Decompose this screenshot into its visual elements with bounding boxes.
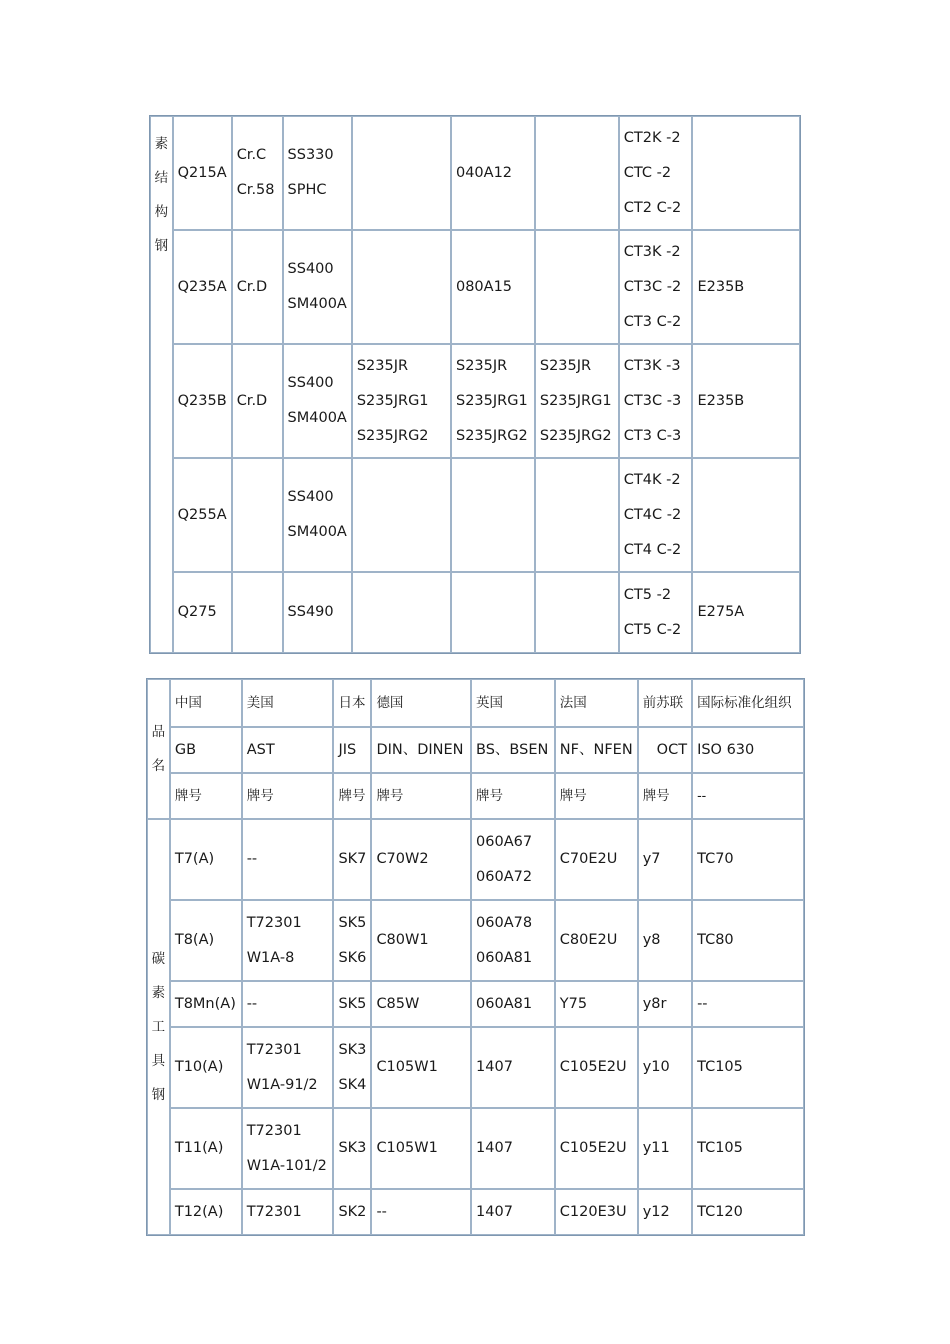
cell-line: T11(A) [174, 1140, 224, 1156]
cell-line: T72301 [246, 1041, 302, 1058]
table-cell [471, 819, 555, 900]
table-cell [692, 819, 804, 900]
table-cell [232, 572, 283, 653]
category-char: 碳 [151, 951, 166, 967]
table-cell [638, 1108, 692, 1189]
table-cell [619, 458, 693, 572]
table-cell [555, 1108, 638, 1189]
table-row [150, 344, 800, 458]
table-cell [535, 230, 619, 344]
cell-line: E275A [697, 604, 745, 620]
cell-line: SPHC [287, 182, 327, 198]
category-char: 钢 [154, 238, 169, 254]
cell-line: 060A81 [476, 949, 533, 966]
cell-line: y12 [642, 1203, 670, 1220]
cell-line: S235JR [356, 357, 409, 374]
header-cell: 牌号 [170, 773, 242, 819]
table-cell [451, 116, 535, 230]
category-char: 名 [151, 758, 166, 774]
category-cell [150, 116, 173, 653]
header-cell: NF、NFEN [555, 727, 638, 773]
cell-line: C70E2U [559, 851, 618, 867]
cell-line: y11 [642, 1140, 670, 1156]
cell-line: 060A72 [476, 868, 533, 885]
table-cell [371, 1189, 471, 1235]
cell-line: C80W1 [376, 932, 429, 948]
cell-line: S235JRG1 [539, 392, 612, 409]
table-row [147, 1189, 804, 1235]
cell-line: SM400A [287, 524, 347, 540]
cell-line: -- [376, 1203, 387, 1220]
cell-line: TC80 [697, 932, 734, 948]
cell-line: T8Mn(A) [174, 995, 236, 1012]
table-cell [638, 1189, 692, 1235]
table-cell [232, 344, 283, 458]
table-cell [692, 572, 800, 653]
cell-line: Cr.D [236, 392, 268, 409]
cell-line: SS330 [287, 147, 334, 163]
table-cell [692, 344, 800, 458]
cell-line: Q235A [177, 278, 227, 295]
table-cell [333, 1108, 371, 1189]
table-cell [471, 900, 555, 981]
table-cell [555, 1027, 638, 1108]
cell-line: E235B [697, 392, 745, 409]
header-cell: GB [170, 727, 242, 773]
tool-steel-table [146, 678, 805, 1236]
cell-line: SS400 [287, 261, 334, 277]
category-char: 结 [154, 170, 169, 186]
table-cell [471, 1108, 555, 1189]
table-cell [333, 819, 371, 900]
table-cell [352, 572, 451, 653]
cell-line: Q275 [177, 604, 217, 620]
table-cell [692, 230, 800, 344]
table-cell [232, 230, 283, 344]
table-cell [371, 900, 471, 981]
cell-line: SM400A [287, 296, 347, 312]
table-cell [451, 572, 535, 653]
table-cell [535, 116, 619, 230]
cell-line: SK7 [338, 851, 367, 867]
cell-line: y8r [642, 995, 667, 1012]
cell-line: T72301 [246, 1122, 302, 1139]
table-cell [692, 1027, 804, 1108]
table-cell [333, 981, 371, 1027]
grade-cell [173, 344, 232, 458]
grade-cell [170, 981, 242, 1027]
table-row [147, 1027, 804, 1108]
header-cell: 牌号 [371, 773, 471, 819]
cell-line: S235JRG1 [455, 392, 528, 409]
table-cell [692, 900, 804, 981]
table-row [147, 981, 804, 1027]
cell-line: SK2 [338, 1203, 367, 1220]
table-row [147, 900, 804, 981]
cell-line: 080A15 [455, 278, 513, 295]
table-cell [352, 458, 451, 572]
header-cell: 中国 [170, 679, 242, 727]
cell-line: Q215A [177, 164, 227, 181]
table-row [150, 572, 800, 653]
header-cell: JIS [333, 727, 371, 773]
cell-line: C105W1 [376, 1140, 438, 1156]
category-char: 具 [151, 1053, 166, 1069]
grade-cell [170, 1108, 242, 1189]
category-char: 工 [151, 1019, 166, 1035]
table-row [150, 230, 800, 344]
cell-line: CT2K -2 [623, 129, 681, 146]
cell-line: -- [697, 995, 708, 1012]
table-cell [535, 344, 619, 458]
table-cell [242, 1108, 334, 1189]
cell-line: CTC -2 [623, 164, 672, 181]
table-cell [692, 1108, 804, 1189]
table-cell [371, 981, 471, 1027]
table-cell [371, 1108, 471, 1189]
table-cell [333, 1027, 371, 1108]
category-char: 素 [154, 136, 169, 152]
cell-line: S235JR [539, 357, 592, 374]
cell-line: -- [246, 851, 258, 867]
table-cell [638, 900, 692, 981]
grade-cell [173, 572, 232, 653]
cell-line: CT5 -2 [623, 586, 672, 603]
header-cell: 牌号 [242, 773, 334, 819]
cell-line: S235JRG2 [356, 427, 429, 444]
cell-line: CT3C -2 [623, 278, 682, 295]
header-cell: 德国 [371, 679, 471, 727]
cell-line: SK4 [338, 1076, 367, 1093]
grade-cell [173, 230, 232, 344]
table-cell [352, 344, 451, 458]
cell-line: SM400A [287, 410, 347, 426]
cell-line: S235JR [455, 357, 508, 374]
table-cell [283, 116, 352, 230]
cell-line: CT3C -3 [623, 392, 682, 409]
table-cell [535, 572, 619, 653]
header-cell: ISO 630 [692, 727, 804, 773]
header-cell: 国际标准化组织 [692, 679, 804, 727]
header-cell: -- [692, 773, 804, 819]
header-cell: DIN、DINEN [371, 727, 471, 773]
cell-line: CT4C -2 [623, 506, 682, 523]
cell-line: Cr.D [236, 278, 268, 295]
table-cell [692, 1189, 804, 1235]
cell-line: Cr.C [236, 147, 267, 163]
table-cell [555, 981, 638, 1027]
table-cell [451, 230, 535, 344]
table-row [150, 116, 800, 230]
cell-line: TC70 [697, 851, 734, 867]
table-cell [242, 1027, 334, 1108]
cell-line: C105E2U [559, 1059, 627, 1075]
table-cell [232, 116, 283, 230]
cell-line: T7(A) [174, 851, 215, 867]
cell-line: 060A67 [476, 833, 533, 850]
table-cell [638, 981, 692, 1027]
category-char: 钢 [151, 1087, 166, 1103]
cell-line: CT3 C-2 [623, 313, 682, 330]
table-cell [371, 1027, 471, 1108]
table-cell [692, 458, 800, 572]
cell-line: SS490 [287, 604, 334, 620]
cell-line: CT3 C-3 [623, 427, 682, 444]
table-cell [283, 230, 352, 344]
header-cell: 牌号 [555, 773, 638, 819]
cell-line: 060A78 [476, 914, 533, 931]
table-cell [555, 900, 638, 981]
table-cell [232, 458, 283, 572]
table-cell [692, 116, 800, 230]
cell-line: T12(A) [174, 1203, 224, 1220]
table-cell [352, 116, 451, 230]
table-cell [352, 230, 451, 344]
cell-line: TC105 [697, 1140, 743, 1156]
structural-steel-table [149, 115, 801, 654]
grade-cell [170, 1189, 242, 1235]
cell-line: C70W2 [376, 851, 429, 867]
table-cell [242, 981, 334, 1027]
table-cell [638, 819, 692, 900]
table-cell [555, 1189, 638, 1235]
table-row [147, 819, 804, 900]
cell-line: -- [246, 995, 258, 1012]
grade-cell [170, 900, 242, 981]
table-cell [242, 900, 334, 981]
category-char: 构 [154, 204, 169, 220]
cell-line: C120E3U [559, 1203, 627, 1220]
cell-line: S235JRG1 [356, 392, 429, 409]
cell-line: Q235B [177, 392, 227, 409]
table-cell [555, 819, 638, 900]
header-row [147, 679, 804, 727]
category-cell [147, 819, 170, 1235]
cell-line: CT3K -2 [623, 243, 681, 260]
table-cell [619, 344, 693, 458]
cell-line: CT4K -2 [623, 471, 681, 488]
cell-line: SK3 [338, 1140, 367, 1156]
cell-line: T72301 [246, 914, 302, 931]
cell-line: SK5 [338, 995, 367, 1012]
table-row [150, 458, 800, 572]
cell-line: Cr.58 [236, 182, 275, 198]
table-cell [471, 981, 555, 1027]
table-cell [619, 572, 693, 653]
cell-line: CT2 C-2 [623, 199, 682, 216]
category-char: 素 [151, 985, 166, 1001]
grade-cell [170, 1027, 242, 1108]
table-cell [619, 230, 693, 344]
tool-steel-body [147, 679, 804, 1235]
table-cell [692, 981, 804, 1027]
header-cell: 牌号 [333, 773, 371, 819]
cell-line: W1A-101/2 [246, 1157, 327, 1174]
cell-line: CT5 C-2 [623, 621, 682, 638]
cell-line: CT4 C-2 [623, 541, 682, 558]
grade-cell [173, 458, 232, 572]
cell-line: T10(A) [174, 1059, 224, 1075]
cell-line: S235JRG2 [539, 427, 612, 444]
cell-line: T8(A) [174, 932, 215, 948]
cell-line: 060A81 [476, 995, 533, 1012]
cell-line: C85W [376, 995, 420, 1012]
header-cell: 法国 [555, 679, 638, 727]
table-row [147, 1108, 804, 1189]
cell-line: Y75 [559, 995, 588, 1012]
table-cell [371, 819, 471, 900]
cell-line: SK5 [338, 914, 367, 931]
header-cell: OCT [638, 727, 692, 773]
table-cell [471, 1027, 555, 1108]
category-char: 品 [151, 724, 166, 740]
table-cell [242, 1189, 334, 1235]
cell-line: TC120 [697, 1203, 743, 1220]
header-cell: 牌号 [638, 773, 692, 819]
table-cell [451, 344, 535, 458]
header-cell: 美国 [242, 679, 334, 727]
header-cell: 前苏联 [638, 679, 692, 727]
grade-cell [173, 116, 232, 230]
table-cell [242, 819, 334, 900]
cell-line: Q255A [177, 506, 227, 523]
cell-line: SK3 [338, 1041, 367, 1058]
cell-line: C105E2U [559, 1140, 627, 1156]
cell-line: T72301 [246, 1203, 302, 1220]
cell-line: y8 [642, 932, 661, 948]
header-cell: 日本 [333, 679, 371, 727]
cell-line: 1407 [476, 1140, 513, 1156]
cell-line: S235JRG2 [455, 427, 528, 444]
table-cell [333, 1189, 371, 1235]
cell-line: CT3K -3 [623, 357, 681, 374]
table-cell [619, 116, 693, 230]
cell-line: E235B [697, 278, 745, 295]
cell-line: SS400 [287, 375, 334, 391]
cell-line: TC105 [697, 1059, 743, 1075]
cell-line: SK6 [338, 949, 367, 966]
header-row [147, 727, 804, 773]
table-cell [283, 344, 352, 458]
header-cell: BS、BSEN [471, 727, 555, 773]
header-cell: 牌号 [471, 773, 555, 819]
header-cell: 英国 [471, 679, 555, 727]
table-cell [283, 572, 352, 653]
table-cell [535, 458, 619, 572]
header-row [147, 773, 804, 819]
cell-line: 1407 [476, 1203, 513, 1220]
cell-line: 1407 [476, 1059, 513, 1075]
cell-line: y7 [642, 851, 661, 867]
structural-steel-body [150, 116, 800, 653]
table-cell [451, 458, 535, 572]
grade-cell [170, 819, 242, 900]
cell-line: C80E2U [559, 932, 618, 948]
header-cell: AST [242, 727, 334, 773]
cell-line: C105W1 [376, 1059, 438, 1075]
cell-line: SS400 [287, 489, 334, 505]
cell-line: W1A-8 [246, 949, 295, 966]
table-cell [471, 1189, 555, 1235]
cell-line: W1A-91/2 [246, 1076, 318, 1093]
cell-line: 040A12 [455, 164, 513, 181]
table-cell [333, 900, 371, 981]
header-label-cell [147, 679, 170, 819]
cell-line: y10 [642, 1059, 670, 1075]
table-cell [638, 1027, 692, 1108]
table-cell [283, 458, 352, 572]
